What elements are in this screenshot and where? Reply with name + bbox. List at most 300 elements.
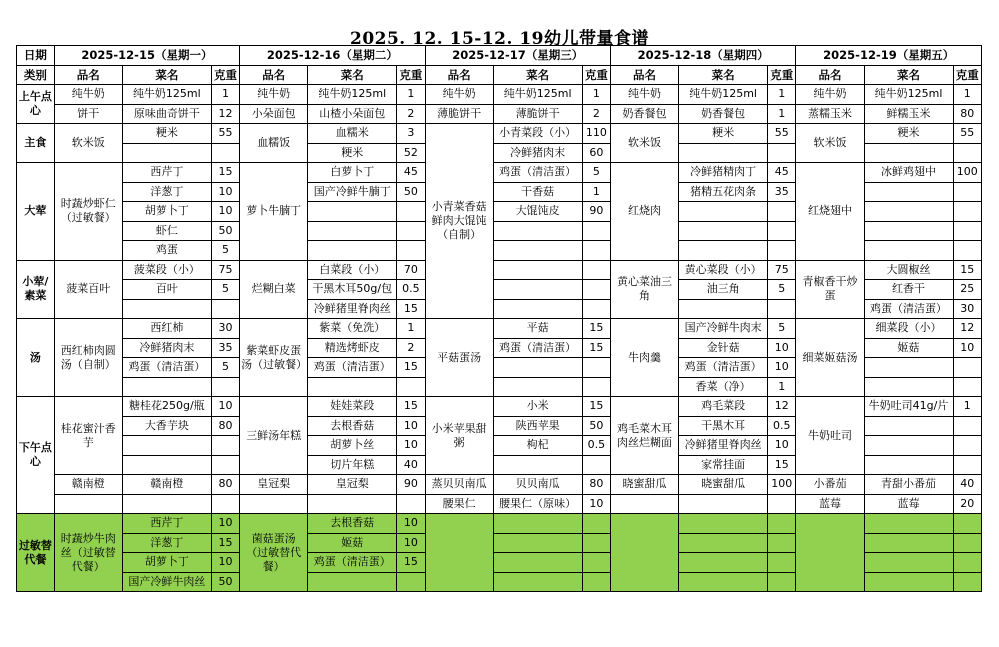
- dish-weight: [953, 182, 981, 202]
- category-main: 大荤: [17, 163, 55, 261]
- dish-weight: 1: [582, 182, 610, 202]
- dish-weight: 30: [953, 299, 981, 319]
- category-morning: 上午点心: [17, 85, 55, 124]
- dish-name: [493, 377, 582, 397]
- dish-weight: [768, 514, 796, 534]
- dish-weight: 10: [211, 182, 239, 202]
- dish-name: 纯牛奶125ml: [122, 85, 211, 105]
- dish-weight: 50: [211, 221, 239, 241]
- item-name: [796, 514, 864, 592]
- dish-weight: 12: [211, 104, 239, 124]
- category-staple: 主食: [17, 124, 55, 163]
- dish-weight: 100: [768, 475, 796, 495]
- dish-weight: 1: [397, 85, 425, 105]
- dish-name: [122, 143, 211, 163]
- dish-weight: [582, 299, 610, 319]
- dish-weight: 60: [582, 143, 610, 163]
- dish-weight: [768, 494, 796, 514]
- dish-name: 油三角: [679, 280, 768, 300]
- dish-weight: 15: [211, 533, 239, 553]
- dish-weight: [397, 494, 425, 514]
- dish-weight: 10: [397, 436, 425, 456]
- dish-weight: 10: [768, 338, 796, 358]
- dish-name: 鸡蛋（清洁蛋）: [122, 358, 211, 378]
- item-name: [54, 494, 122, 514]
- item-name: [425, 514, 493, 592]
- dish-name: [493, 260, 582, 280]
- dish-name: 鸡蛋（清洁蛋）: [308, 358, 397, 378]
- dish-weight: [953, 553, 981, 573]
- dish-weight: 45: [397, 163, 425, 183]
- item-name: 血糯饭: [240, 124, 308, 163]
- dish-weight: 1: [768, 85, 796, 105]
- dish-name: 香菜（净）: [679, 377, 768, 397]
- dish-name: 菠菜段（小）: [122, 260, 211, 280]
- dish-weight: 1: [953, 85, 981, 105]
- weight-header: 克重: [211, 65, 239, 85]
- table-row: [17, 319, 982, 339]
- dish-weight: 15: [397, 397, 425, 417]
- weight-header: 克重: [582, 65, 610, 85]
- item-name: [610, 494, 678, 514]
- dish-name: 薄脆饼干: [493, 104, 582, 124]
- item-name: 三鲜汤年糕: [240, 397, 308, 475]
- dish-name: 国产冷鲜牛腩丁: [308, 182, 397, 202]
- dish-weight: [397, 221, 425, 241]
- day-header: 2025-12-16（星期二）: [240, 46, 425, 66]
- item-name: 纯牛奶: [54, 85, 122, 105]
- item-name: 小青菜香菇鲜肉大馄饨（自制）: [425, 124, 493, 319]
- item-name: 平菇蛋汤: [425, 319, 493, 397]
- dish-name: 贝贝南瓜: [493, 475, 582, 495]
- dish-weight: 15: [768, 455, 796, 475]
- item-name: 紫菜虾皮蛋汤（过敏餐）: [240, 319, 308, 397]
- dish-name: 冷鲜猪里脊肉丝: [308, 299, 397, 319]
- table-row: [17, 397, 982, 417]
- dish-name: 牛奶吐司41g/片: [864, 397, 953, 417]
- item-name: 时蔬炒虾仁（过敏餐）: [54, 163, 122, 261]
- dish-name: 大圆椒丝: [864, 260, 953, 280]
- dish-weight: 5: [211, 241, 239, 261]
- dish-name: 大香芋块: [122, 416, 211, 436]
- menu-table: [16, 45, 982, 592]
- category-header: 类别: [17, 65, 55, 85]
- dish-name: [122, 299, 211, 319]
- dish-name: [493, 280, 582, 300]
- dish-name: 纯牛奶125ml: [679, 85, 768, 105]
- dish-name: [864, 572, 953, 592]
- item-name: 时蔬炒牛肉丝（过敏替代餐）: [54, 514, 122, 592]
- dish-name: [308, 572, 397, 592]
- dish-weight: 75: [768, 260, 796, 280]
- dish-name: 黄心菜段（小）: [679, 260, 768, 280]
- dish-weight: 10: [211, 202, 239, 222]
- dish-name: [493, 514, 582, 534]
- dish-name: [864, 182, 953, 202]
- dish-name: 去根香菇: [308, 514, 397, 534]
- dish-name: 冷鲜猪精肉丁: [679, 163, 768, 183]
- dish-weight: [768, 572, 796, 592]
- dish-name: [864, 221, 953, 241]
- dish-name: 干香菇: [493, 182, 582, 202]
- dish-name: 冷鲜猪里脊肉丝: [679, 436, 768, 456]
- dish-weight: [582, 533, 610, 553]
- dish-name: 鸡蛋: [122, 241, 211, 261]
- dish-weight: 100: [953, 163, 981, 183]
- dish-weight: 55: [211, 124, 239, 144]
- dish-weight: [953, 533, 981, 553]
- dish-weight: [768, 553, 796, 573]
- dish-name: 小青菜段（小）: [493, 124, 582, 144]
- dish-name: [122, 494, 211, 514]
- dish-name: 平菇: [493, 319, 582, 339]
- dish-name: [493, 241, 582, 261]
- day-header: 2025-12-17（星期三）: [425, 46, 610, 66]
- dish-name: 血糯米: [308, 124, 397, 144]
- dish-weight: 15: [397, 299, 425, 319]
- dish-name: 干黑木耳: [679, 416, 768, 436]
- dish-weight: 35: [211, 338, 239, 358]
- dish-name: [679, 143, 768, 163]
- dish-weight: [397, 202, 425, 222]
- dish-weight: 1: [768, 377, 796, 397]
- dish-name: 鸡毛菜段: [679, 397, 768, 417]
- item-name: 蒸糯玉米: [796, 104, 864, 124]
- dish-weight: 10: [582, 494, 610, 514]
- category-small: 小荤/素菜: [17, 260, 55, 319]
- dish-weight: [953, 572, 981, 592]
- dish-name: [308, 494, 397, 514]
- dish-name: [308, 241, 397, 261]
- dish-weight: [582, 572, 610, 592]
- dish-weight: 80: [211, 475, 239, 495]
- dish-name: 蓝莓: [864, 494, 953, 514]
- item-name: [240, 494, 308, 514]
- dish-name: [864, 241, 953, 261]
- dish-name: 国产冷鲜牛肉丝: [122, 572, 211, 592]
- dish-header: 菜名: [864, 65, 953, 85]
- dish-name: [493, 572, 582, 592]
- dish-name: 胡萝卜丁: [122, 553, 211, 573]
- dish-name: [122, 377, 211, 397]
- dish-weight: 70: [397, 260, 425, 280]
- dish-name: [308, 202, 397, 222]
- dish-name: [122, 455, 211, 475]
- dish-name: 山楂小朵面包: [308, 104, 397, 124]
- dish-weight: [582, 241, 610, 261]
- item-name: 奶香餐包: [610, 104, 678, 124]
- dish-weight: 0.5: [397, 280, 425, 300]
- dish-name: [679, 241, 768, 261]
- dish-name: 大馄饨皮: [493, 202, 582, 222]
- dish-name: 原味曲奇饼干: [122, 104, 211, 124]
- dish-name: 百叶: [122, 280, 211, 300]
- dish-weight: 0.5: [768, 416, 796, 436]
- dish-name: 鸡蛋（清洁蛋）: [493, 338, 582, 358]
- dish-weight: 30: [211, 319, 239, 339]
- dish-name: 小米: [493, 397, 582, 417]
- dish-weight: [768, 202, 796, 222]
- dish-weight: 110: [582, 124, 610, 144]
- table-row: [17, 65, 982, 85]
- dish-name: [864, 202, 953, 222]
- dish-name: 洋葱丁: [122, 182, 211, 202]
- item-header: 品名: [796, 65, 864, 85]
- dish-name: 粳米: [308, 143, 397, 163]
- item-name: 桂花蜜汁香芋: [54, 397, 122, 475]
- dish-name: 胡萝卜丝: [308, 436, 397, 456]
- dish-name: 西芹丁: [122, 163, 211, 183]
- dish-name: 青甜小番茄: [864, 475, 953, 495]
- dish-weight: [211, 455, 239, 475]
- dish-header: 菜名: [308, 65, 397, 85]
- dish-weight: [953, 358, 981, 378]
- dish-name: 赣南橙: [122, 475, 211, 495]
- dish-weight: [953, 143, 981, 163]
- dish-name: 鸡蛋（清洁蛋）: [493, 163, 582, 183]
- item-name: 萝卜牛腩丁: [240, 163, 308, 261]
- dish-name: 姬菇: [864, 338, 953, 358]
- item-name: 晓蜜甜瓜: [610, 475, 678, 495]
- dish-header: 菜名: [493, 65, 582, 85]
- dish-weight: 2: [397, 338, 425, 358]
- dish-weight: [582, 377, 610, 397]
- table-row: [17, 514, 982, 534]
- item-name: 腰果仁: [425, 494, 493, 514]
- dish-weight: 1: [582, 85, 610, 105]
- dish-name: [679, 533, 768, 553]
- dish-name: 粳米: [122, 124, 211, 144]
- dish-name: 枸杞: [493, 436, 582, 456]
- item-name: 蓝莓: [796, 494, 864, 514]
- dish-weight: [768, 241, 796, 261]
- dish-name: [308, 221, 397, 241]
- item-name: 鸡毛菜木耳肉丝烂糊面: [610, 397, 678, 475]
- dish-weight: 15: [582, 338, 610, 358]
- dish-name: 精选烤虾皮: [308, 338, 397, 358]
- dish-weight: 15: [582, 319, 610, 339]
- dish-weight: 15: [582, 397, 610, 417]
- dish-weight: 52: [397, 143, 425, 163]
- dish-weight: 10: [768, 436, 796, 456]
- dish-name: [308, 377, 397, 397]
- item-name: 红烧肉: [610, 163, 678, 261]
- dish-weight: [953, 514, 981, 534]
- item-name: 菌菇蛋汤（过敏替代餐）: [240, 514, 308, 592]
- dish-name: [679, 202, 768, 222]
- dish-name: 鸡蛋（清洁蛋）: [308, 553, 397, 573]
- dish-name: [679, 221, 768, 241]
- dish-weight: [582, 280, 610, 300]
- dish-name: 白菜段（小）: [308, 260, 397, 280]
- item-header: 品名: [54, 65, 122, 85]
- item-name: [610, 514, 678, 592]
- dish-name: 纯牛奶125ml: [308, 85, 397, 105]
- dish-name: 皇冠梨: [308, 475, 397, 495]
- item-name: 纯牛奶: [610, 85, 678, 105]
- dish-weight: [582, 455, 610, 475]
- dish-weight: 5: [768, 319, 796, 339]
- category-soup: 汤: [17, 319, 55, 397]
- dish-weight: 50: [582, 416, 610, 436]
- dish-weight: [768, 299, 796, 319]
- dish-weight: 1: [397, 319, 425, 339]
- dish-name: [864, 358, 953, 378]
- dish-weight: [211, 143, 239, 163]
- category-allergy: 过敏替代餐: [17, 514, 55, 592]
- table-row: [17, 124, 982, 144]
- dish-name: [493, 299, 582, 319]
- dish-weight: 20: [953, 494, 981, 514]
- dish-weight: 15: [211, 163, 239, 183]
- item-name: 黄心菜油三角: [610, 260, 678, 319]
- dish-weight: [582, 514, 610, 534]
- page-title: 2025. 12. 15-12. 19幼儿带量食谱: [349, 29, 649, 49]
- dish-weight: 5: [582, 163, 610, 183]
- dish-weight: 50: [397, 182, 425, 202]
- item-name: 纯牛奶: [425, 85, 493, 105]
- dish-weight: 10: [397, 416, 425, 436]
- dish-weight: [953, 377, 981, 397]
- day-header: 2025-12-15（星期一）: [54, 46, 239, 66]
- dish-weight: 10: [953, 338, 981, 358]
- table-row: [17, 494, 982, 514]
- dish-name: 去根香菇: [308, 416, 397, 436]
- dish-weight: 80: [582, 475, 610, 495]
- table-row: [17, 46, 982, 66]
- dish-weight: 10: [211, 553, 239, 573]
- dish-weight: [397, 377, 425, 397]
- dish-name: 西红柿: [122, 319, 211, 339]
- dish-weight: 5: [768, 280, 796, 300]
- item-name: 青椒香干炒蛋: [796, 260, 864, 319]
- dish-weight: [582, 553, 610, 573]
- dish-name: 姬菇: [308, 533, 397, 553]
- dish-weight: [953, 202, 981, 222]
- dish-weight: [211, 377, 239, 397]
- dish-name: 猪精五花肉条: [679, 182, 768, 202]
- dish-name: 洋葱丁: [122, 533, 211, 553]
- dish-name: [679, 494, 768, 514]
- item-name: 蒸贝贝南瓜: [425, 475, 493, 495]
- dish-weight: 40: [953, 475, 981, 495]
- dish-name: 红香干: [864, 280, 953, 300]
- dish-name: 纯牛奶125ml: [493, 85, 582, 105]
- dish-weight: 55: [768, 124, 796, 144]
- dish-weight: [768, 533, 796, 553]
- dish-weight: [953, 241, 981, 261]
- dish-name: 白萝卜丁: [308, 163, 397, 183]
- dish-weight: 15: [953, 260, 981, 280]
- dish-weight: 55: [953, 124, 981, 144]
- dish-name: 粳米: [864, 124, 953, 144]
- dish-name: [493, 553, 582, 573]
- dish-header: 菜名: [679, 65, 768, 85]
- dish-weight: [211, 299, 239, 319]
- dish-weight: 1: [211, 85, 239, 105]
- dish-name: [679, 514, 768, 534]
- dish-name: [864, 553, 953, 573]
- dish-name: [679, 299, 768, 319]
- item-name: 红烧翅中: [796, 163, 864, 261]
- weight-header: 克重: [953, 65, 981, 85]
- dish-name: 腰果仁（原味）: [493, 494, 582, 514]
- dish-weight: 15: [397, 358, 425, 378]
- dish-weight: [397, 572, 425, 592]
- dish-weight: [397, 241, 425, 261]
- dish-weight: 12: [768, 397, 796, 417]
- dish-name: 娃娃菜段: [308, 397, 397, 417]
- dish-weight: 3: [397, 124, 425, 144]
- item-name: 软米饭: [796, 124, 864, 163]
- dish-name: [864, 533, 953, 553]
- dish-weight: 25: [953, 280, 981, 300]
- dish-name: 奶香餐包: [679, 104, 768, 124]
- item-name: 菠菜百叶: [54, 260, 122, 319]
- table-row: [17, 260, 982, 280]
- dish-weight: 40: [397, 455, 425, 475]
- dish-name: 陕西苹果: [493, 416, 582, 436]
- dish-name: 冷鲜猪肉末: [493, 143, 582, 163]
- item-name: 小朵面包: [240, 104, 308, 124]
- dish-weight: 5: [211, 358, 239, 378]
- dish-weight: 1: [953, 397, 981, 417]
- dish-name: 紫菜（免洗）: [308, 319, 397, 339]
- dish-name: 鸡蛋（清洁蛋）: [679, 358, 768, 378]
- item-name: 薄脆饼干: [425, 104, 493, 124]
- dish-name: 鸡蛋（清洁蛋）: [864, 299, 953, 319]
- dish-name: [864, 143, 953, 163]
- item-name: 软米饭: [610, 124, 678, 163]
- dish-weight: 35: [768, 182, 796, 202]
- dish-weight: [582, 260, 610, 280]
- dish-name: [493, 533, 582, 553]
- dish-weight: [953, 221, 981, 241]
- item-name: 赣南橙: [54, 475, 122, 495]
- dish-weight: 10: [768, 358, 796, 378]
- dish-name: [679, 572, 768, 592]
- dish-name: 晓蜜甜瓜: [679, 475, 768, 495]
- item-name: 纯牛奶: [240, 85, 308, 105]
- weight-header: 克重: [397, 65, 425, 85]
- weight-header: 克重: [768, 65, 796, 85]
- dish-name: [864, 455, 953, 475]
- dish-weight: 90: [397, 475, 425, 495]
- dish-name: [864, 514, 953, 534]
- dish-weight: 10: [397, 533, 425, 553]
- table-row: [17, 85, 982, 105]
- dish-name: [493, 455, 582, 475]
- item-name: 西红柿肉圆汤（自制）: [54, 319, 122, 397]
- dish-weight: [768, 143, 796, 163]
- dish-name: 干黑木耳50g/包: [308, 280, 397, 300]
- dish-header: 菜名: [122, 65, 211, 85]
- dish-weight: 2: [582, 104, 610, 124]
- dish-weight: 45: [768, 163, 796, 183]
- item-header: 品名: [425, 65, 493, 85]
- item-name: 烂糊白菜: [240, 260, 308, 319]
- dish-name: [493, 221, 582, 241]
- dish-weight: 12: [953, 319, 981, 339]
- dish-name: 细菜段（小）: [864, 319, 953, 339]
- dish-name: 胡萝卜丁: [122, 202, 211, 222]
- dish-name: 粳米: [679, 124, 768, 144]
- dish-weight: [211, 494, 239, 514]
- dish-weight: 90: [582, 202, 610, 222]
- item-name: 小番茄: [796, 475, 864, 495]
- item-name: 细菜姬菇汤: [796, 319, 864, 397]
- item-name: 纯牛奶: [796, 85, 864, 105]
